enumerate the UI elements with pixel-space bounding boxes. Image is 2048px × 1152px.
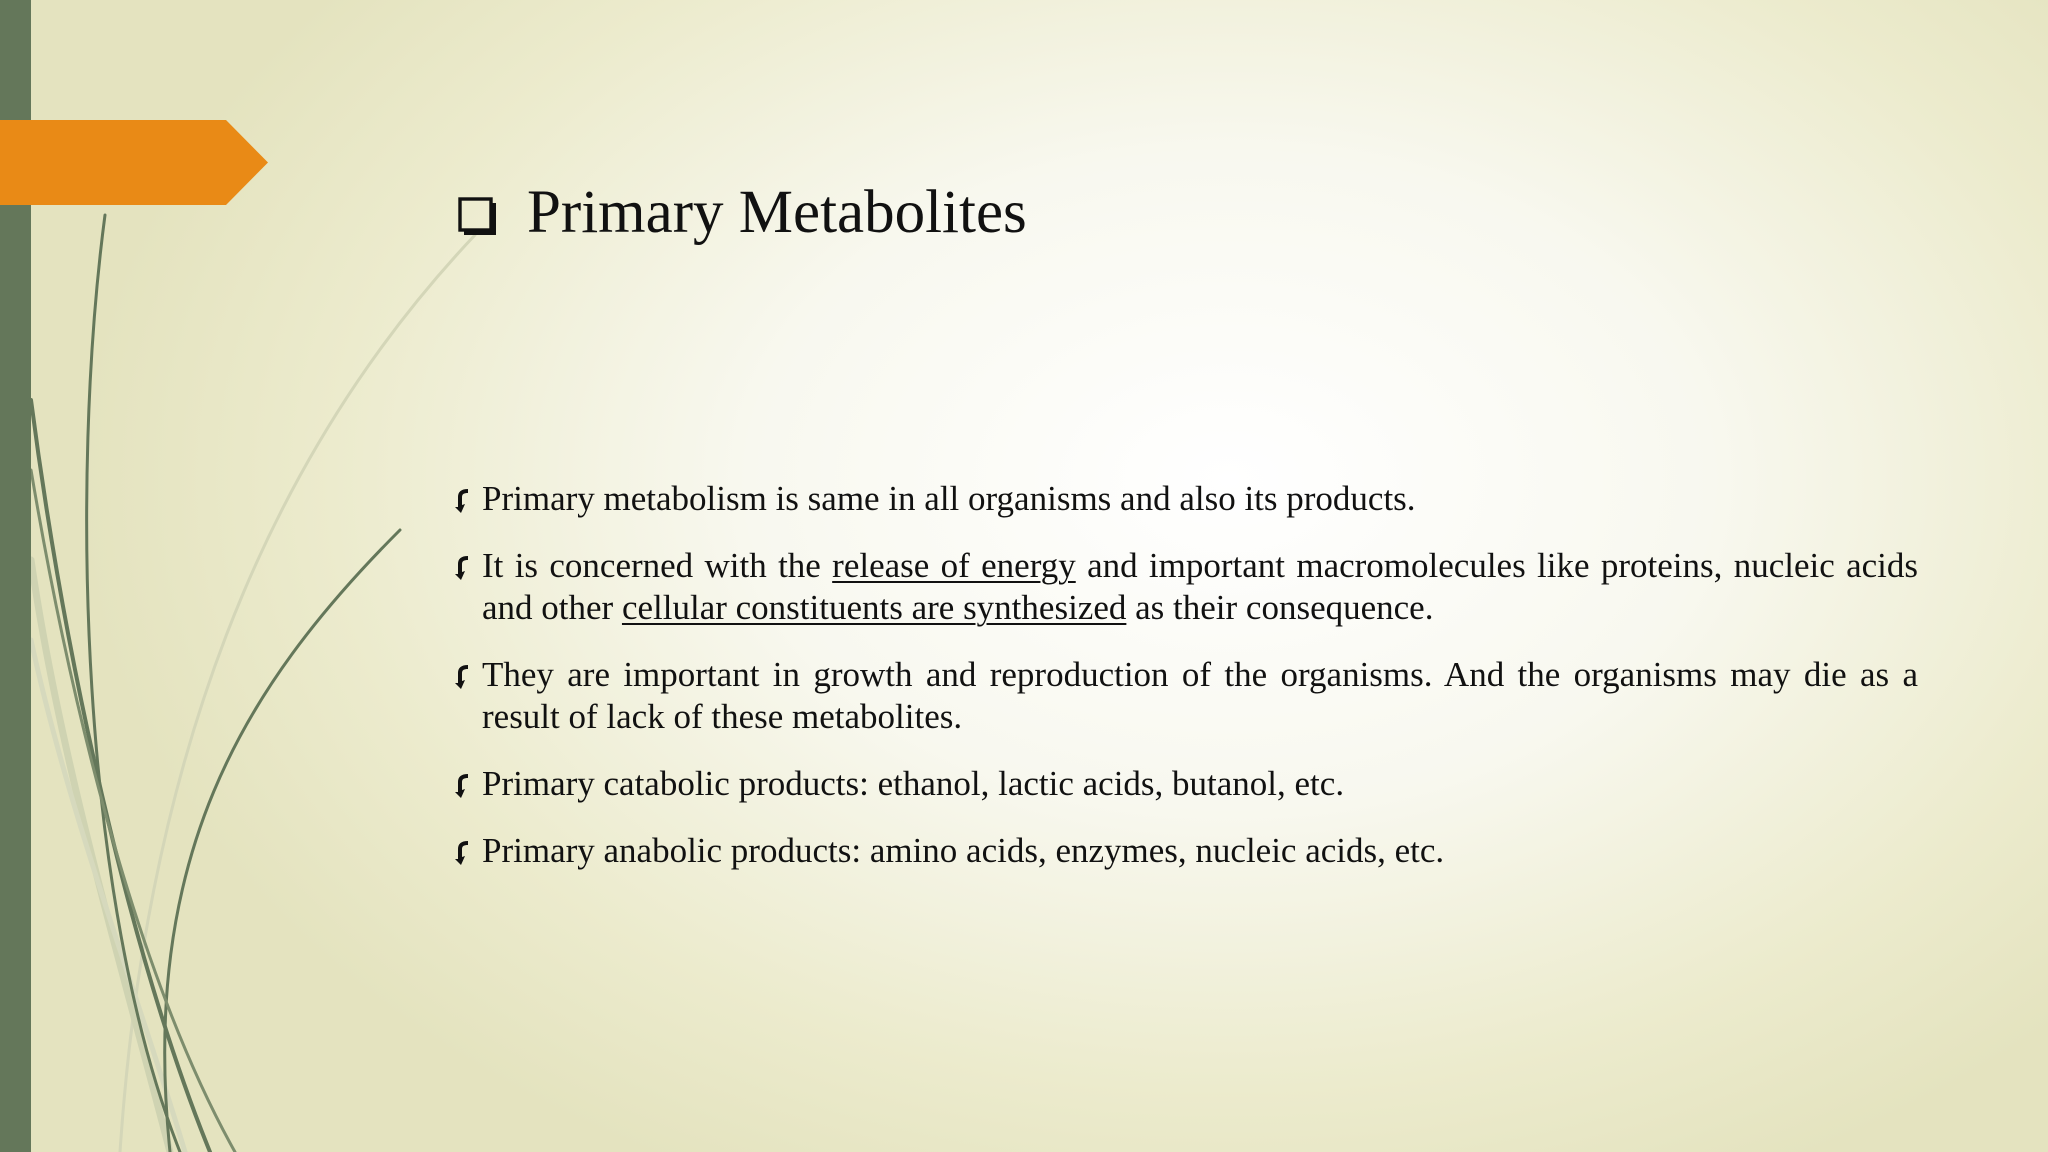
curved-arrow-bullet-icon [453,772,471,798]
bullet-text: Primary metabolism is same in all organisms and also its products. [482,479,1416,518]
hollow-square-bullet-icon [455,194,493,232]
list-item [453,545,1918,629]
underlined-phrase: release of energy [832,546,1076,585]
list-item [453,478,1918,520]
bullet-text: They are important in growth and reproduction of the organisms. And the organisms may die as a result of lack of these metabolites. [482,655,1918,736]
title-row [455,168,1027,258]
bullet-text: and important macromolecules like proteins, nucleic acids and other [482,546,1918,627]
bullet-text: It is concerned with the [482,546,833,585]
curved-arrow-bullet-icon [453,554,471,580]
curved-arrow-bullet-icon [453,839,471,865]
list-item [453,654,1918,738]
bullet-text: Primary catabolic products: ethanol, lactic acids, butanol, etc. [482,764,1345,803]
orange-title-tab [0,120,268,205]
bullet-list [453,478,1918,897]
curved-arrow-bullet-icon [453,663,471,689]
underlined-phrase: cellular constituents are synthesized [621,588,1127,627]
bullet-text: as their consequence. [1126,588,1434,627]
bullet-text: Primary anabolic products: amino acids, enzymes, nucleic acids, etc. [482,831,1445,870]
curved-arrow-bullet-icon [453,487,471,513]
list-item [453,830,1918,872]
list-item [453,763,1918,805]
slide-title: Primary Metabolites [527,179,1027,246]
